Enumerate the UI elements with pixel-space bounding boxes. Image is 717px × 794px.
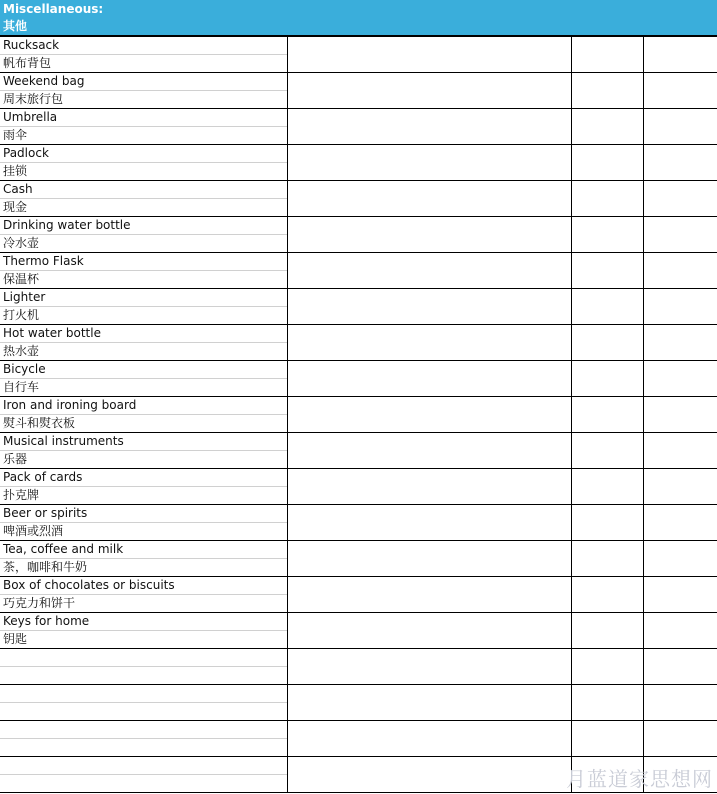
item-name-en: Beer or spirits [0, 505, 287, 523]
done-cell[interactable] [643, 505, 717, 541]
item-cell[interactable] [0, 721, 287, 757]
item-cell[interactable] [0, 325, 287, 361]
notes-cell[interactable] [287, 505, 571, 541]
table-row [0, 541, 717, 577]
table-row [0, 685, 717, 721]
item-cell[interactable] [0, 649, 287, 685]
item-name-zh: 乐器 [3, 452, 28, 466]
item-name-en: Umbrella [0, 109, 287, 127]
item-cell[interactable] [0, 577, 287, 613]
done-cell[interactable] [643, 361, 717, 397]
notes-cell[interactable] [287, 361, 571, 397]
done-cell[interactable] [643, 109, 717, 145]
table-row [0, 289, 717, 325]
item-cell[interactable] [0, 181, 287, 217]
item-name-zh [0, 775, 287, 792]
checklist-table [0, 36, 717, 793]
table-row [0, 613, 717, 649]
section-title-en: Miscellaneous: [3, 2, 104, 16]
item-name-zh [0, 667, 287, 684]
item-name-zh: 钥匙 [3, 632, 28, 646]
notes-cell[interactable] [287, 685, 571, 721]
notes-cell[interactable] [287, 469, 571, 505]
check-cell[interactable] [571, 109, 643, 145]
done-cell[interactable] [643, 181, 717, 217]
table-row [0, 217, 717, 253]
table-row [0, 469, 717, 505]
watermark: 月蓝道家思想网 [566, 767, 713, 791]
item-name-zh [0, 703, 287, 720]
check-cell[interactable] [571, 577, 643, 613]
table-row [0, 181, 717, 217]
item-name-en [0, 721, 287, 739]
item-name-zh: 熨斗和熨衣板 [3, 416, 76, 430]
item-name-zh: 帆布背包 [3, 56, 52, 70]
section-title-zh: 其他 [3, 19, 28, 33]
done-cell[interactable] [643, 37, 717, 73]
table-row [0, 361, 717, 397]
done-cell[interactable] [643, 253, 717, 289]
table-row [0, 505, 717, 541]
table-row [0, 253, 717, 289]
item-name-zh: 啤酒或烈酒 [3, 524, 64, 538]
check-cell[interactable] [571, 181, 643, 217]
item-name-en [0, 649, 287, 667]
done-cell[interactable] [643, 541, 717, 577]
item-name-en: Pack of cards [0, 469, 287, 487]
notes-cell[interactable] [287, 541, 571, 577]
item-name-en: Lighter [0, 289, 287, 307]
done-cell[interactable] [643, 397, 717, 433]
check-cell[interactable] [571, 325, 643, 361]
item-name-en [0, 757, 287, 775]
item-name-zh [0, 739, 287, 756]
item-name-zh: 茶，咖啡和牛奶 [3, 560, 88, 574]
item-cell[interactable] [0, 757, 287, 793]
item-name-en: Keys for home [0, 613, 287, 631]
item-name-zh: 热水壶 [3, 344, 40, 358]
check-cell[interactable] [571, 649, 643, 685]
item-name-zh: 冷水壶 [3, 236, 40, 250]
notes-cell[interactable] [287, 289, 571, 325]
item-name-en: Hot water bottle [0, 325, 287, 343]
done-cell[interactable] [643, 721, 717, 757]
item-name-zh: 现金 [3, 200, 28, 214]
notes-cell[interactable] [287, 37, 571, 73]
item-cell[interactable] [0, 433, 287, 469]
notes-cell[interactable] [287, 181, 571, 217]
check-cell[interactable] [571, 145, 643, 181]
item-cell[interactable] [0, 613, 287, 649]
done-cell[interactable] [643, 685, 717, 721]
done-cell[interactable] [643, 613, 717, 649]
done-cell[interactable] [643, 469, 717, 505]
item-cell[interactable] [0, 685, 287, 721]
item-name-en: Iron and ironing board [0, 397, 287, 415]
done-cell[interactable] [643, 73, 717, 109]
notes-cell[interactable] [287, 109, 571, 145]
table-row [0, 577, 717, 613]
table-row [0, 145, 717, 181]
check-cell[interactable] [571, 505, 643, 541]
notes-cell[interactable] [287, 433, 571, 469]
notes-cell[interactable] [287, 73, 571, 109]
item-name-en: Box of chocolates or biscuits [0, 577, 287, 595]
check-cell[interactable] [571, 433, 643, 469]
table-row [0, 721, 717, 757]
notes-cell[interactable] [287, 325, 571, 361]
table-row [0, 397, 717, 433]
item-cell[interactable] [0, 253, 287, 289]
item-name-en [0, 685, 287, 703]
table-row [0, 37, 717, 73]
section-header [0, 0, 717, 36]
done-cell[interactable] [643, 649, 717, 685]
item-name-en: Weekend bag [0, 73, 287, 91]
item-cell[interactable] [0, 397, 287, 433]
table-row [0, 649, 717, 685]
check-cell[interactable] [571, 37, 643, 73]
item-name-zh: 自行车 [3, 380, 40, 394]
item-cell[interactable] [0, 505, 287, 541]
notes-cell[interactable] [287, 649, 571, 685]
item-name-zh: 扑克牌 [3, 488, 40, 502]
done-cell[interactable] [643, 145, 717, 181]
item-name-zh: 雨伞 [3, 128, 28, 142]
notes-cell[interactable] [287, 577, 571, 613]
check-cell[interactable] [571, 217, 643, 253]
notes-cell[interactable] [287, 397, 571, 433]
item-name-en: Padlock [0, 145, 287, 163]
table-row [0, 433, 717, 469]
item-name-zh: 巧克力和饼干 [3, 596, 76, 610]
item-cell[interactable] [0, 145, 287, 181]
item-name-en: Tea, coffee and milk [0, 541, 287, 559]
item-name-en: Bicycle [0, 361, 287, 379]
item-name-en: Musical instruments [0, 433, 287, 451]
item-cell[interactable] [0, 37, 287, 73]
item-cell[interactable] [0, 469, 287, 505]
item-cell[interactable] [0, 217, 287, 253]
item-name-en: Drinking water bottle [0, 217, 287, 235]
item-cell[interactable] [0, 73, 287, 109]
check-cell[interactable] [571, 73, 643, 109]
table-row [0, 325, 717, 361]
item-cell[interactable] [0, 109, 287, 145]
check-cell[interactable] [571, 397, 643, 433]
item-name-en: Rucksack [0, 37, 287, 55]
check-cell[interactable] [571, 469, 643, 505]
notes-cell[interactable] [287, 217, 571, 253]
done-cell[interactable] [643, 433, 717, 469]
item-name-en: Cash [0, 181, 287, 199]
item-name-zh: 挂锁 [3, 164, 28, 178]
check-cell[interactable] [571, 289, 643, 325]
item-name-zh: 保温杯 [3, 272, 40, 286]
item-cell[interactable] [0, 541, 287, 577]
notes-cell[interactable] [287, 613, 571, 649]
item-name-en: Thermo Flask [0, 253, 287, 271]
table-row [0, 73, 717, 109]
notes-cell[interactable] [287, 757, 571, 793]
done-cell[interactable] [643, 217, 717, 253]
notes-cell[interactable] [287, 721, 571, 757]
check-cell[interactable] [571, 253, 643, 289]
done-cell[interactable] [643, 577, 717, 613]
notes-cell[interactable] [287, 253, 571, 289]
item-cell[interactable] [0, 289, 287, 325]
item-name-zh: 周末旅行包 [3, 92, 64, 106]
item-cell[interactable] [0, 361, 287, 397]
item-name-zh: 打火机 [3, 308, 40, 322]
check-cell[interactable] [571, 685, 643, 721]
check-cell[interactable] [571, 613, 643, 649]
table-row [0, 109, 717, 145]
notes-cell[interactable] [287, 145, 571, 181]
done-cell[interactable] [643, 325, 717, 361]
check-cell[interactable] [571, 721, 643, 757]
check-cell[interactable] [571, 541, 643, 577]
done-cell[interactable] [643, 289, 717, 325]
check-cell[interactable] [571, 361, 643, 397]
